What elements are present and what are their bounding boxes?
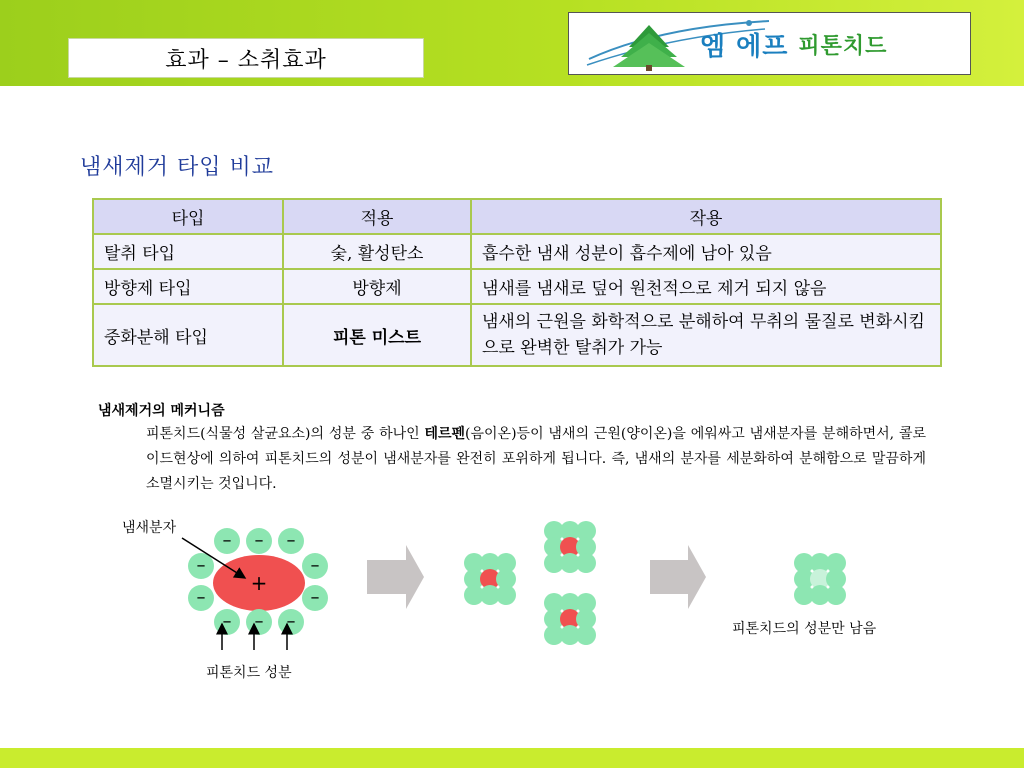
table-cell: 숯, 활성탄소 [283, 234, 471, 269]
table-cell: 중화분해 타입 [93, 304, 283, 366]
minus-sign: – [196, 555, 206, 576]
minus-sign: – [310, 587, 320, 608]
minus-sign: – [310, 555, 320, 576]
section-heading: 냄새제거 타입 비교 [80, 155, 275, 180]
mechanism-text: (음이온)등이 냄새의 근원(양이온)을 에워싸고 냄새분자를 분해하면서, 콜로이드현상에 의하여 피톤치드의 성분이 냄새분자를 완전히 포위하게 됩니다. 즉, 냄새의 분자를 세분화하여 분해함으로 말끔하게 소멸시키는 것입니다. [146, 426, 926, 492]
table-cell: 피톤 미스트 [283, 304, 471, 366]
phytoncide-dot [496, 585, 516, 605]
minus-sign: – [286, 611, 296, 632]
process-arrow-icon [650, 545, 706, 609]
phytoncide-dot [576, 553, 596, 573]
table-cell: 방향제 타입 [93, 269, 283, 304]
minus-sign: – [222, 530, 232, 551]
footer-band [0, 748, 1024, 768]
mechanism-title: 냄새제거의 메커니즘 [98, 403, 225, 419]
pointer-arrow [182, 538, 245, 578]
table-cell: 탈취 타입 [93, 234, 283, 269]
minus-sign: – [222, 611, 232, 632]
logo-text-phytoncide: 피톤치드 [798, 33, 888, 59]
phytoncide-label: 피톤치드 성분 [206, 665, 292, 681]
minus-sign: – [254, 611, 264, 632]
minus-sign: – [286, 530, 296, 551]
mechanism-bold-term: 테르펜 [424, 426, 466, 442]
column-header: 작용 [471, 199, 941, 234]
table-cell: 냄새를 냄새로 덮어 원천적으로 제거 되지 않음 [471, 269, 941, 304]
minus-sign: – [254, 530, 264, 551]
process-arrow-icon [367, 545, 424, 609]
column-header: 적용 [283, 199, 471, 234]
table-cell: 방향제 [283, 269, 471, 304]
logo-text-mf: 엠 에프 [700, 31, 789, 62]
plus-sign: + [250, 571, 268, 595]
result-label: 피톤치드의 성분만 남음 [732, 621, 877, 637]
table-cell: 냄새의 근원을 화학적으로 분해하여 무취의 물질로 변화시킴으로 완벽한 탈취가 가능 [471, 304, 941, 366]
mechanism-text: 피톤치드(식물성 살균요소)의 성분 중 하나인 [146, 426, 425, 442]
column-header: 타입 [93, 199, 283, 234]
slide-title: 효과 – 소취효과 [68, 38, 424, 78]
odor-molecule-label: 냄새분자 [122, 520, 177, 536]
minus-sign: – [196, 587, 206, 608]
table-cell: 흡수한 냄새 성분이 흡수제에 남아 있음 [471, 234, 941, 269]
phytoncide-dot [826, 585, 846, 605]
phytoncide-dot [576, 625, 596, 645]
